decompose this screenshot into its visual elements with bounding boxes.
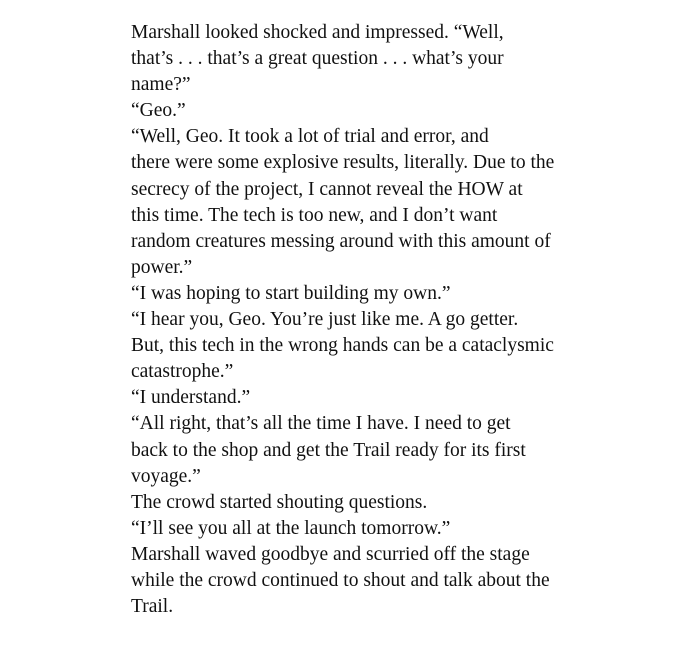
text-line: voyage.” [131, 465, 201, 487]
text-line: while the crowd continued to shout and talk about the [131, 569, 550, 591]
text-line: “I’ll see you all at the launch tomorrow.” [131, 517, 451, 539]
paragraph [110, 411, 570, 489]
text-line: “All right, that’s all the time I have. I need to get [131, 413, 511, 435]
text-line: power.” [131, 256, 193, 278]
text-line: Trail. [131, 596, 174, 618]
text-line: that’s . . . that’s a great question . . . what’s your [131, 48, 504, 70]
paragraph [110, 20, 570, 98]
text-line: Marshall looked shocked and impressed. “Well, [131, 22, 504, 43]
text-line: “I hear you, Geo. You’re just like me. A go getter. [131, 309, 519, 331]
paragraph [110, 516, 570, 542]
text-line: “Geo.” [131, 100, 186, 122]
paragraph [110, 542, 570, 620]
book-page-text [110, 20, 570, 620]
text-line: this time. The tech is too new, and I don’t want [131, 204, 498, 226]
text-line: back to the shop and get the Trail ready for its first [131, 439, 526, 461]
text-line: “I was hoping to start building my own.” [131, 282, 451, 304]
paragraph [110, 281, 570, 307]
text-line: Marshall waved goodbye and scurried off the stage [131, 543, 530, 565]
paragraph [110, 124, 570, 281]
paragraph [110, 98, 570, 124]
text-line: secrecy of the project, I cannot reveal the HOW at [131, 178, 523, 200]
text-line: “Well, Geo. It took a lot of trial and error, and [131, 126, 489, 148]
text-line: catastrophe.” [131, 361, 234, 383]
paragraph [110, 307, 570, 385]
text-line: name?” [131, 74, 191, 96]
paragraph [110, 490, 570, 516]
text-line: “I understand.” [131, 387, 251, 409]
paragraph [110, 385, 570, 411]
text-line: The crowd started shouting questions. [131, 491, 428, 513]
text-line: there were some explosive results, literally. Due to the [131, 152, 555, 174]
text-line: random creatures messing around with this amount of [131, 230, 551, 252]
text-line: But, this tech in the wrong hands can be a cataclysmic [131, 335, 554, 357]
